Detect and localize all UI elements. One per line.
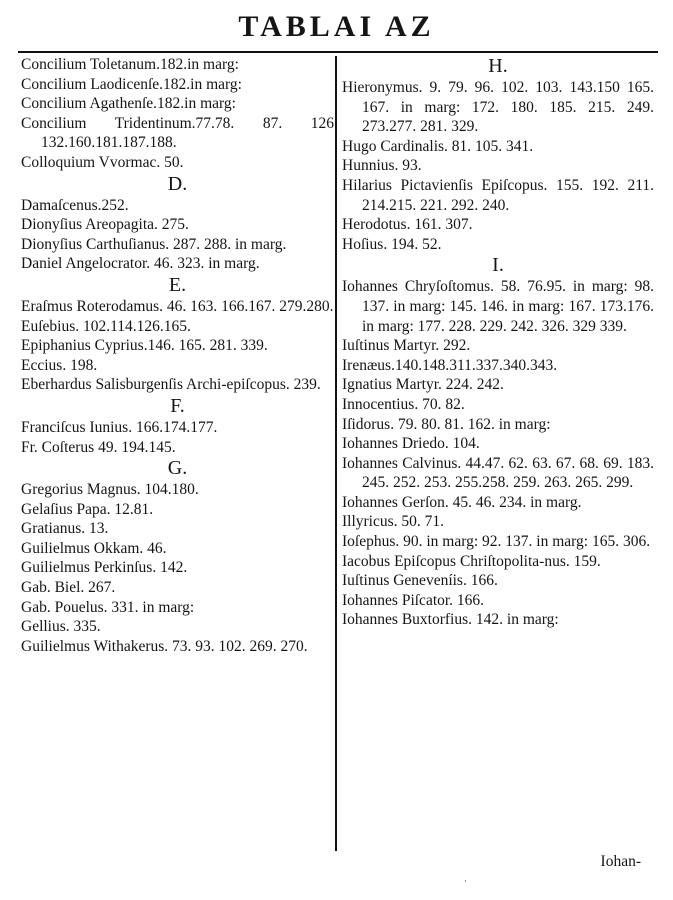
index-entry: Eberhardus Salisburgenſis Archi-epiſcopus. 239. [21, 376, 321, 394]
index-entry: Eccius. 198. [21, 356, 98, 374]
index-entry: Guilielmus Withakerus. 73. 93. 102. 269. 270. [21, 637, 308, 655]
index-entry: Damaſcenus.252. [21, 196, 129, 214]
index-entry: Hunnius. 93. [342, 157, 422, 175]
section-letter: I. [492, 254, 504, 277]
section-letter: D. [167, 172, 188, 195]
column-divider [335, 56, 337, 851]
index-entry: Hugo Cardinalis. 81. 105. 341. [342, 137, 534, 155]
index-entry: Colloquium Vvormac. 50. [21, 153, 184, 171]
page-mark: · [464, 876, 467, 886]
index-entry: Iohannes Buxtorfius. 142. in marg: [342, 611, 559, 629]
index-entry: Dionyſius Areopagita. 275. [21, 216, 189, 234]
catchword: Iohan- [600, 853, 641, 870]
header-rule [18, 51, 658, 53]
index-entry: Euſebius. 102.114.126.165. [21, 317, 191, 335]
index-entry: Hilarius Pictavienſis Epiſcopus. 155. 192. 211. 214.215. 221. 292. 240. [342, 176, 654, 214]
left-column [21, 55, 334, 656]
index-entry: Guilielmus Perkinſus. 142. [21, 559, 188, 577]
index-entry: Dionyſius Carthuſianus. 287. 288. in marg. [21, 235, 287, 253]
index-entry: Irenæus.140.148.311.337.340.343. [342, 356, 558, 374]
index-entry: Iohannes Gerſon. 45. 46. 234. in marg. [342, 493, 582, 511]
index-entry: Hoſius. 194. 52. [342, 235, 442, 253]
index-entry: Gratianus. 13. [21, 520, 109, 538]
index-entry: Hieronymus. 9. 79. 96. 102. 103. 143.150 165. 167. in marg: 172. 180. 185. 215. 249. 273.277. 281. 329. [342, 79, 654, 136]
index-entry: Iacobus Epiſcopus Chriſtopolita-nus. 159. [342, 552, 601, 570]
index-entry: Concilium Laodicenſe.182.in marg: [21, 75, 242, 93]
index-entry: Concilium Tridentinum.77.78. 87. 126 132.160.181.187.188. [21, 114, 334, 152]
index-entry: Fr. Coſterus 49. 194.145. [21, 438, 176, 456]
index-entry: Epiphanius Cyprius.146. 165. 281. 339. [21, 337, 268, 355]
index-entry: Iohannes Calvinus. 44.47. 62. 63. 67. 68. 69. 183. 245. 252. 253. 255.258. 259. 263. 265. 299. [342, 454, 654, 492]
index-entry: Innocentius. 70. 82. [342, 395, 465, 413]
index-entry: Gregorius Magnus. 104.180. [21, 481, 199, 499]
index-entry: Gelaſius Papa. 12.81. [21, 500, 154, 518]
index-entry: Ioſephus. 90. in marg: 92. 137. in marg: 165. 306. [342, 533, 651, 551]
index-entry: Iohannes Piſcator. 166. [342, 591, 485, 609]
index-entry: Ignatius Martyr. 224. 242. [342, 376, 504, 394]
index-entry: Daniel Angelocrator. 46. 323. in marg. [21, 255, 260, 273]
index-entry: Herodotus. 161. 307. [342, 216, 473, 234]
index-entry: Iuſtinus Martyr. 292. [342, 337, 471, 355]
index-entry: Concilium Toletanum.182.in marg: [21, 56, 239, 73]
section-letter: H. [488, 55, 508, 77]
index-entry: Iſidorus. 79. 80. 81. 162. in marg: [342, 415, 551, 433]
index-entry: Iohannes Driedo. 104. [342, 435, 480, 453]
index-entry: Iuſtinus Geneveníis. 166. [342, 572, 498, 590]
section-letter: F. [170, 394, 185, 417]
index-entry: Gab. Biel. 267. [21, 579, 116, 597]
index-entry: Iohannes Chryſoſtomus. 58. 76.95. in marg: 98. 137. in marg: 145. 146. in marg: 167. 173.176. in marg: 177. 228. 229. 242. 326. 329 339. [342, 278, 654, 335]
index-entry: Illyricus. 50. 71. [342, 513, 445, 531]
section-letter: G. [167, 457, 188, 480]
right-column [342, 55, 654, 630]
index-entry: Gellius. 335. [21, 618, 101, 636]
index-entry: Gab. Pouelus. 331. in marg: [21, 598, 195, 616]
index-entry: Guilielmus Okkam. 46. [21, 539, 167, 557]
index-entry: Eraſmus Roterodamus. 46. 163. 166.167. 279.280. [21, 297, 334, 315]
index-entry: Concilium Agathenſe.182.in marg: [21, 95, 236, 113]
index-entry: Franciſcus Iunius. 166.174.177. [21, 418, 218, 436]
section-letter: E. [168, 273, 187, 296]
page-title: TABLAI AZ [238, 10, 435, 43]
